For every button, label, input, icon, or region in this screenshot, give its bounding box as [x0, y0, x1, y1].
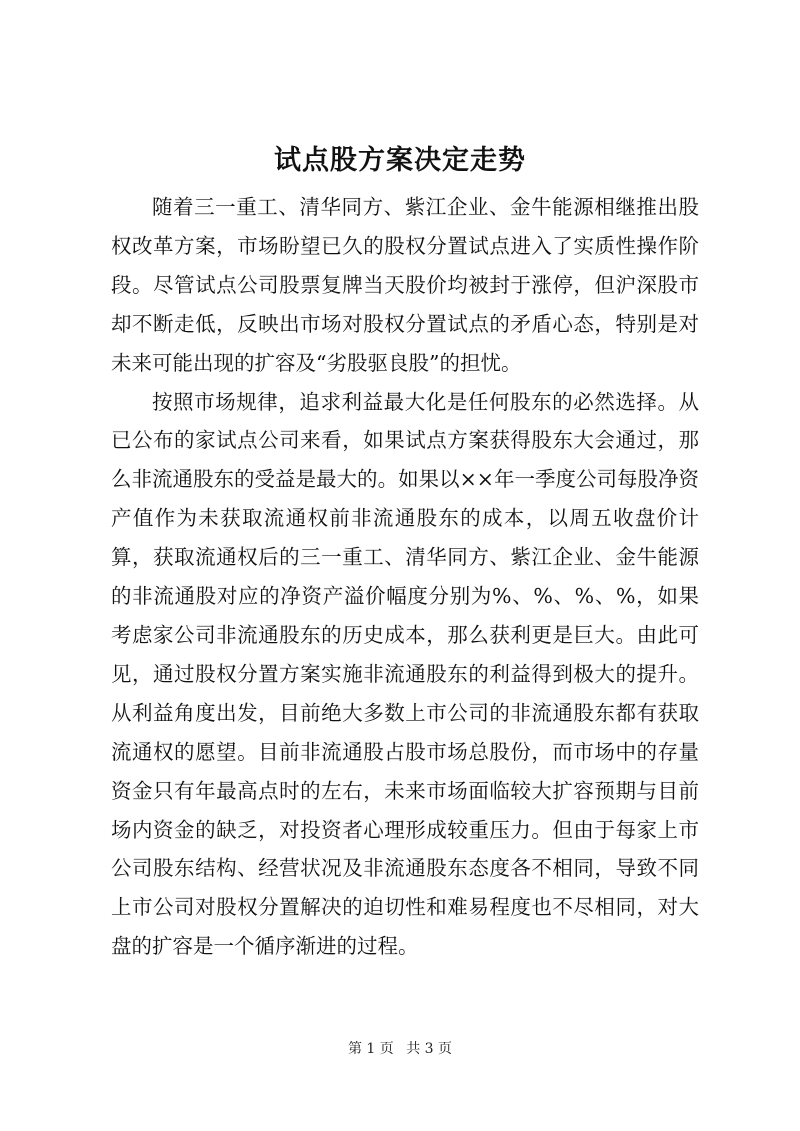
- page-total: 共 3 页: [406, 1041, 453, 1057]
- page-title: 试点股方案决定走势: [274, 145, 526, 176]
- page-number: 第 1 页: [347, 1041, 394, 1057]
- paragraph-2: 按照市场规律，追求利益最大化是任何股东的必然选择。从已公布的家试点公司来看，如果试点方案获得股东大会通过，那么非流通股东的受益是最大的。如果以××年一季度公司每股净资产值作为未获取流通权前非流通股东的成本，以周五收盘价计算，获取流通权后的三一重工、清华同方、紫江企业、金牛能源的非流通股对应的净资产溢价幅度分别为%、%、%、%，如果考虑家公司非流通股东的历史成本，那么获利更是巨大。由此可见，通过股权分置方案实施非流通股东的利益得到极大的提升。从利益角度出发，目前绝大多数上市公司的非流通股东都有获取流通权的愿望。目前非流通股占股市场总股份，而市场中的存量资金只有年最高点时的左右，未来市场面临较大扩容预期与目前场内资金的缺乏，对投资者心理形成较重压力。但由于每家上市公司股东结构、经营状况及非流通股东态度各不相同，导致不同上市公司对股权分置解决的迫切性和难易程度也不尽相同，对大盘的扩容是一个循序渐进的过程。: [111, 389, 699, 959]
- page-footer: [0, 1039, 800, 1059]
- document-body: [111, 188, 699, 966]
- paragraph-1: 随着三一重工、清华同方、紫江企业、金牛能源相继推出股权改革方案，市场盼望已久的股权分置试点进入了实质性操作阶段。尽管试点公司股票复牌当天股价均被封于涨停，但沪深股市却不断走低，反映出市场对股权分置试点的矛盾心态，特别是对未来可能出现的扩容及“劣股驱良股”的担忧。: [111, 195, 699, 375]
